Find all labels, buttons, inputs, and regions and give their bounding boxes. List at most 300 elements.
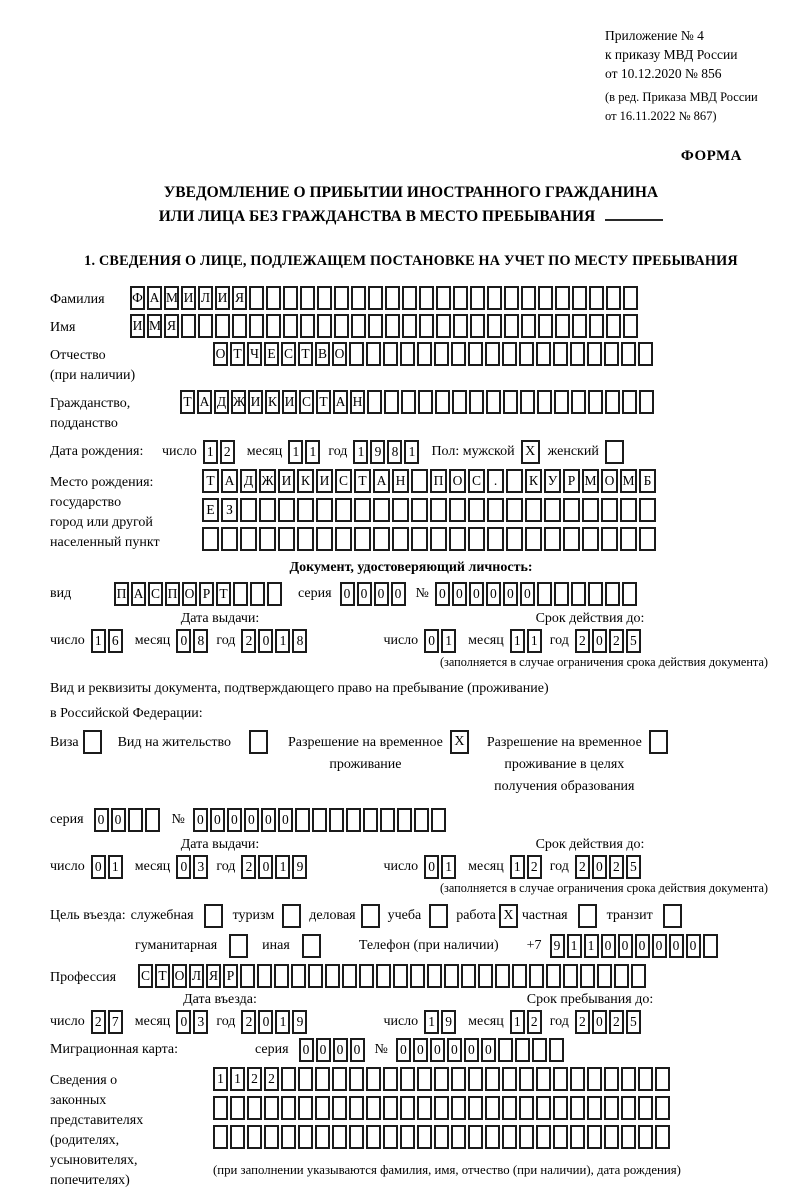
char-cell[interactable] bbox=[485, 1125, 500, 1149]
char-cell[interactable] bbox=[605, 582, 620, 606]
char-cell[interactable]: 1 bbox=[567, 934, 582, 958]
residence-permit-checkbox[interactable] bbox=[249, 730, 268, 754]
char-cell[interactable]: О bbox=[182, 582, 197, 606]
char-cell[interactable] bbox=[639, 498, 656, 522]
char-cell[interactable]: Д bbox=[240, 469, 257, 493]
char-cell[interactable] bbox=[570, 1067, 585, 1091]
char-cell[interactable] bbox=[638, 1067, 653, 1091]
char-cell[interactable] bbox=[604, 342, 619, 366]
char-cell[interactable] bbox=[571, 390, 586, 414]
char-cell[interactable]: И bbox=[130, 314, 145, 338]
char-cell[interactable]: Р bbox=[199, 582, 214, 606]
char-cell[interactable]: 0 bbox=[193, 808, 208, 832]
char-cell[interactable] bbox=[451, 1067, 466, 1091]
char-cell[interactable] bbox=[373, 527, 390, 551]
char-cell[interactable] bbox=[213, 1096, 228, 1120]
char-cell[interactable] bbox=[553, 1125, 568, 1149]
char-cell[interactable]: М bbox=[620, 469, 637, 493]
char-cell[interactable] bbox=[453, 314, 468, 338]
char-cell[interactable] bbox=[298, 1096, 313, 1120]
char-cell[interactable] bbox=[519, 342, 534, 366]
char-cell[interactable] bbox=[240, 498, 257, 522]
char-cell[interactable]: К bbox=[265, 390, 280, 414]
char-cell[interactable]: 0 bbox=[424, 629, 439, 653]
char-cell[interactable] bbox=[436, 286, 451, 310]
char-cell[interactable] bbox=[359, 964, 374, 988]
char-cell[interactable]: Т bbox=[298, 342, 313, 366]
char-cell[interactable]: 2 bbox=[609, 855, 624, 879]
char-cell[interactable] bbox=[563, 527, 580, 551]
char-cell[interactable] bbox=[383, 342, 398, 366]
char-cell[interactable]: Д bbox=[214, 390, 229, 414]
char-cell[interactable]: 2 bbox=[575, 855, 590, 879]
char-cell[interactable]: 0 bbox=[261, 808, 276, 832]
char-cell[interactable] bbox=[519, 1067, 534, 1091]
purpose-work-checkbox[interactable]: X bbox=[499, 904, 518, 928]
char-cell[interactable]: М bbox=[582, 469, 599, 493]
char-cell[interactable] bbox=[392, 498, 409, 522]
char-cell[interactable] bbox=[334, 286, 349, 310]
char-cell[interactable]: П bbox=[165, 582, 180, 606]
char-cell[interactable]: 1 bbox=[91, 629, 106, 653]
char-cell[interactable] bbox=[349, 1067, 364, 1091]
char-cell[interactable] bbox=[468, 342, 483, 366]
char-cell[interactable]: 0 bbox=[210, 808, 225, 832]
char-cell[interactable] bbox=[221, 527, 238, 551]
char-cell[interactable] bbox=[411, 527, 428, 551]
char-cell[interactable]: Р bbox=[223, 964, 238, 988]
char-cell[interactable]: 2 bbox=[241, 629, 256, 653]
char-cell[interactable] bbox=[383, 1067, 398, 1091]
char-cell[interactable]: 0 bbox=[486, 582, 501, 606]
char-cell[interactable] bbox=[315, 1067, 330, 1091]
char-cell[interactable] bbox=[414, 808, 429, 832]
char-cell[interactable]: Ж bbox=[231, 390, 246, 414]
char-cell[interactable] bbox=[538, 314, 553, 338]
char-cell[interactable]: 1 bbox=[305, 440, 320, 464]
char-cell[interactable]: 0 bbox=[503, 582, 518, 606]
char-cell[interactable] bbox=[291, 964, 306, 988]
char-cell[interactable]: 0 bbox=[111, 808, 126, 832]
char-cell[interactable] bbox=[411, 469, 428, 493]
char-cell[interactable]: 1 bbox=[441, 629, 456, 653]
char-cell[interactable] bbox=[538, 286, 553, 310]
char-cell[interactable] bbox=[400, 342, 415, 366]
purpose-tourism-checkbox[interactable] bbox=[282, 904, 301, 928]
char-cell[interactable]: 2 bbox=[241, 855, 256, 879]
char-cell[interactable] bbox=[417, 1096, 432, 1120]
char-cell[interactable]: И bbox=[215, 286, 230, 310]
char-cell[interactable]: 0 bbox=[340, 582, 355, 606]
char-cell[interactable]: 8 bbox=[387, 440, 402, 464]
char-cell[interactable]: 2 bbox=[247, 1067, 262, 1091]
char-cell[interactable]: 1 bbox=[510, 855, 525, 879]
char-cell[interactable]: 2 bbox=[527, 1010, 542, 1034]
char-cell[interactable]: Я bbox=[232, 286, 247, 310]
char-cell[interactable]: 1 bbox=[510, 1010, 525, 1034]
char-cell[interactable]: Н bbox=[392, 469, 409, 493]
char-cell[interactable]: А bbox=[147, 286, 162, 310]
char-cell[interactable] bbox=[230, 1096, 245, 1120]
char-cell[interactable] bbox=[502, 1096, 517, 1120]
char-cell[interactable]: 1 bbox=[404, 440, 419, 464]
char-cell[interactable]: . bbox=[487, 469, 504, 493]
char-cell[interactable] bbox=[563, 964, 578, 988]
char-cell[interactable] bbox=[444, 964, 459, 988]
char-cell[interactable]: 1 bbox=[510, 629, 525, 653]
char-cell[interactable] bbox=[601, 498, 618, 522]
char-cell[interactable] bbox=[315, 1125, 330, 1149]
char-cell[interactable] bbox=[181, 314, 196, 338]
char-cell[interactable] bbox=[502, 342, 517, 366]
char-cell[interactable]: 8 bbox=[292, 629, 307, 653]
char-cell[interactable]: И bbox=[316, 469, 333, 493]
char-cell[interactable] bbox=[349, 1125, 364, 1149]
char-cell[interactable]: 9 bbox=[441, 1010, 456, 1034]
char-cell[interactable] bbox=[281, 1067, 296, 1091]
char-cell[interactable] bbox=[351, 286, 366, 310]
char-cell[interactable] bbox=[639, 390, 654, 414]
char-cell[interactable]: Ф bbox=[130, 286, 145, 310]
char-cell[interactable]: 0 bbox=[316, 1038, 331, 1062]
char-cell[interactable] bbox=[631, 964, 646, 988]
char-cell[interactable] bbox=[638, 342, 653, 366]
char-cell[interactable]: 0 bbox=[669, 934, 684, 958]
char-cell[interactable] bbox=[213, 1125, 228, 1149]
char-cell[interactable]: 9 bbox=[292, 855, 307, 879]
char-cell[interactable] bbox=[485, 342, 500, 366]
char-cell[interactable]: 1 bbox=[213, 1067, 228, 1091]
char-cell[interactable]: 0 bbox=[357, 582, 372, 606]
char-cell[interactable] bbox=[332, 1096, 347, 1120]
char-cell[interactable] bbox=[316, 527, 333, 551]
char-cell[interactable] bbox=[335, 527, 352, 551]
char-cell[interactable] bbox=[622, 582, 637, 606]
char-cell[interactable] bbox=[589, 314, 604, 338]
char-cell[interactable] bbox=[604, 1125, 619, 1149]
char-cell[interactable] bbox=[317, 286, 332, 310]
char-cell[interactable] bbox=[298, 1067, 313, 1091]
char-cell[interactable] bbox=[295, 808, 310, 832]
char-cell[interactable]: 0 bbox=[176, 1010, 191, 1034]
char-cell[interactable] bbox=[418, 390, 433, 414]
char-cell[interactable] bbox=[461, 964, 476, 988]
char-cell[interactable]: 2 bbox=[220, 440, 235, 464]
char-cell[interactable] bbox=[655, 1067, 670, 1091]
char-cell[interactable] bbox=[312, 808, 327, 832]
char-cell[interactable] bbox=[402, 286, 417, 310]
char-cell[interactable]: 0 bbox=[430, 1038, 445, 1062]
char-cell[interactable] bbox=[519, 1096, 534, 1120]
char-cell[interactable] bbox=[419, 286, 434, 310]
char-cell[interactable] bbox=[623, 286, 638, 310]
purpose-transit-checkbox[interactable] bbox=[663, 904, 682, 928]
char-cell[interactable]: 0 bbox=[635, 934, 650, 958]
char-cell[interactable] bbox=[278, 527, 295, 551]
purpose-other-checkbox[interactable] bbox=[302, 934, 321, 958]
char-cell[interactable] bbox=[349, 1096, 364, 1120]
char-cell[interactable] bbox=[417, 1067, 432, 1091]
char-cell[interactable] bbox=[232, 314, 247, 338]
char-cell[interactable]: Я bbox=[206, 964, 221, 988]
char-cell[interactable]: 2 bbox=[264, 1067, 279, 1091]
char-cell[interactable] bbox=[638, 1096, 653, 1120]
char-cell[interactable] bbox=[385, 314, 400, 338]
char-cell[interactable]: А bbox=[197, 390, 212, 414]
char-cell[interactable]: 2 bbox=[575, 629, 590, 653]
char-cell[interactable] bbox=[434, 1096, 449, 1120]
char-cell[interactable]: У bbox=[544, 469, 561, 493]
char-cell[interactable] bbox=[495, 964, 510, 988]
char-cell[interactable] bbox=[604, 1096, 619, 1120]
char-cell[interactable]: 0 bbox=[94, 808, 109, 832]
char-cell[interactable] bbox=[401, 390, 416, 414]
char-cell[interactable] bbox=[264, 1125, 279, 1149]
char-cell[interactable] bbox=[449, 498, 466, 522]
char-cell[interactable] bbox=[639, 527, 656, 551]
char-cell[interactable] bbox=[553, 1096, 568, 1120]
char-cell[interactable]: 5 bbox=[626, 1010, 641, 1034]
char-cell[interactable]: С bbox=[299, 390, 314, 414]
char-cell[interactable] bbox=[354, 527, 371, 551]
char-cell[interactable] bbox=[230, 1125, 245, 1149]
char-cell[interactable] bbox=[452, 390, 467, 414]
char-cell[interactable]: 0 bbox=[592, 855, 607, 879]
char-cell[interactable] bbox=[346, 808, 361, 832]
char-cell[interactable] bbox=[468, 1125, 483, 1149]
visa-checkbox[interactable] bbox=[83, 730, 102, 754]
char-cell[interactable] bbox=[554, 390, 569, 414]
purpose-private-checkbox[interactable] bbox=[578, 904, 597, 928]
char-cell[interactable]: Ч bbox=[247, 342, 262, 366]
char-cell[interactable] bbox=[283, 286, 298, 310]
char-cell[interactable] bbox=[512, 964, 527, 988]
char-cell[interactable] bbox=[536, 1096, 551, 1120]
char-cell[interactable]: 2 bbox=[241, 1010, 256, 1034]
char-cell[interactable] bbox=[329, 808, 344, 832]
char-cell[interactable] bbox=[366, 1096, 381, 1120]
char-cell[interactable] bbox=[363, 808, 378, 832]
char-cell[interactable] bbox=[367, 390, 382, 414]
char-cell[interactable] bbox=[334, 314, 349, 338]
char-cell[interactable]: Р bbox=[563, 469, 580, 493]
char-cell[interactable] bbox=[555, 286, 570, 310]
char-cell[interactable]: С bbox=[148, 582, 163, 606]
char-cell[interactable] bbox=[335, 498, 352, 522]
char-cell[interactable] bbox=[580, 964, 595, 988]
char-cell[interactable]: С bbox=[335, 469, 352, 493]
char-cell[interactable] bbox=[587, 1067, 602, 1091]
char-cell[interactable] bbox=[536, 342, 551, 366]
char-cell[interactable] bbox=[430, 527, 447, 551]
char-cell[interactable] bbox=[417, 1125, 432, 1149]
char-cell[interactable] bbox=[487, 498, 504, 522]
char-cell[interactable] bbox=[470, 314, 485, 338]
purpose-study-checkbox[interactable] bbox=[429, 904, 448, 928]
char-cell[interactable]: 1 bbox=[584, 934, 599, 958]
char-cell[interactable]: 0 bbox=[424, 855, 439, 879]
char-cell[interactable] bbox=[417, 342, 432, 366]
char-cell[interactable] bbox=[202, 527, 219, 551]
char-cell[interactable] bbox=[451, 1096, 466, 1120]
char-cell[interactable] bbox=[478, 964, 493, 988]
char-cell[interactable] bbox=[503, 390, 518, 414]
char-cell[interactable] bbox=[468, 527, 485, 551]
char-cell[interactable] bbox=[621, 1096, 636, 1120]
char-cell[interactable] bbox=[621, 342, 636, 366]
char-cell[interactable]: П bbox=[430, 469, 447, 493]
char-cell[interactable] bbox=[342, 964, 357, 988]
char-cell[interactable]: 3 bbox=[193, 1010, 208, 1034]
char-cell[interactable]: З bbox=[221, 498, 238, 522]
char-cell[interactable] bbox=[376, 964, 391, 988]
char-cell[interactable] bbox=[521, 286, 536, 310]
char-cell[interactable] bbox=[283, 314, 298, 338]
char-cell[interactable]: 1 bbox=[353, 440, 368, 464]
char-cell[interactable] bbox=[506, 527, 523, 551]
char-cell[interactable]: 1 bbox=[527, 629, 542, 653]
char-cell[interactable]: 0 bbox=[464, 1038, 479, 1062]
char-cell[interactable] bbox=[434, 342, 449, 366]
char-cell[interactable] bbox=[351, 314, 366, 338]
char-cell[interactable] bbox=[587, 342, 602, 366]
char-cell[interactable] bbox=[383, 1096, 398, 1120]
char-cell[interactable] bbox=[502, 1067, 517, 1091]
char-cell[interactable]: 2 bbox=[527, 855, 542, 879]
char-cell[interactable]: Т bbox=[155, 964, 170, 988]
char-cell[interactable] bbox=[572, 314, 587, 338]
char-cell[interactable] bbox=[487, 527, 504, 551]
char-cell[interactable] bbox=[582, 498, 599, 522]
char-cell[interactable]: О bbox=[172, 964, 187, 988]
char-cell[interactable] bbox=[259, 498, 276, 522]
char-cell[interactable] bbox=[298, 1125, 313, 1149]
sex-male-checkbox[interactable]: X bbox=[521, 440, 540, 464]
char-cell[interactable]: Т bbox=[354, 469, 371, 493]
char-cell[interactable] bbox=[267, 582, 282, 606]
char-cell[interactable] bbox=[638, 1125, 653, 1149]
char-cell[interactable] bbox=[587, 1125, 602, 1149]
char-cell[interactable] bbox=[601, 527, 618, 551]
char-cell[interactable] bbox=[486, 390, 501, 414]
char-cell[interactable] bbox=[553, 1067, 568, 1091]
char-cell[interactable] bbox=[504, 286, 519, 310]
char-cell[interactable] bbox=[605, 390, 620, 414]
char-cell[interactable] bbox=[366, 342, 381, 366]
char-cell[interactable] bbox=[435, 390, 450, 414]
char-cell[interactable] bbox=[572, 286, 587, 310]
char-cell[interactable]: 6 bbox=[108, 629, 123, 653]
char-cell[interactable]: Т bbox=[180, 390, 195, 414]
char-cell[interactable]: А bbox=[221, 469, 238, 493]
char-cell[interactable] bbox=[606, 314, 621, 338]
char-cell[interactable]: 8 bbox=[193, 629, 208, 653]
char-cell[interactable] bbox=[485, 1067, 500, 1091]
char-cell[interactable]: О bbox=[332, 342, 347, 366]
char-cell[interactable]: 0 bbox=[396, 1038, 411, 1062]
char-cell[interactable] bbox=[247, 1125, 262, 1149]
char-cell[interactable] bbox=[383, 1125, 398, 1149]
char-cell[interactable] bbox=[487, 314, 502, 338]
char-cell[interactable] bbox=[400, 1096, 415, 1120]
temp-residence-edu-checkbox[interactable] bbox=[649, 730, 668, 754]
char-cell[interactable]: 0 bbox=[520, 582, 535, 606]
char-cell[interactable] bbox=[316, 498, 333, 522]
char-cell[interactable]: 9 bbox=[370, 440, 385, 464]
char-cell[interactable] bbox=[434, 1125, 449, 1149]
char-cell[interactable] bbox=[622, 390, 637, 414]
char-cell[interactable] bbox=[434, 1067, 449, 1091]
char-cell[interactable] bbox=[436, 314, 451, 338]
char-cell[interactable]: 0 bbox=[435, 582, 450, 606]
char-cell[interactable]: 0 bbox=[592, 629, 607, 653]
char-cell[interactable]: Т bbox=[202, 469, 219, 493]
char-cell[interactable]: 0 bbox=[447, 1038, 462, 1062]
char-cell[interactable]: 0 bbox=[618, 934, 633, 958]
char-cell[interactable] bbox=[250, 582, 265, 606]
char-cell[interactable] bbox=[449, 527, 466, 551]
char-cell[interactable] bbox=[582, 527, 599, 551]
char-cell[interactable] bbox=[368, 286, 383, 310]
char-cell[interactable]: 3 bbox=[193, 855, 208, 879]
char-cell[interactable] bbox=[544, 527, 561, 551]
char-cell[interactable] bbox=[519, 1125, 534, 1149]
char-cell[interactable] bbox=[597, 964, 612, 988]
char-cell[interactable]: 2 bbox=[609, 1010, 624, 1034]
char-cell[interactable] bbox=[430, 498, 447, 522]
char-cell[interactable] bbox=[655, 1096, 670, 1120]
char-cell[interactable]: 1 bbox=[441, 855, 456, 879]
char-cell[interactable] bbox=[300, 286, 315, 310]
char-cell[interactable] bbox=[620, 498, 637, 522]
char-cell[interactable] bbox=[468, 1096, 483, 1120]
char-cell[interactable] bbox=[281, 1125, 296, 1149]
char-cell[interactable]: 9 bbox=[550, 934, 565, 958]
char-cell[interactable] bbox=[506, 469, 523, 493]
char-cell[interactable] bbox=[502, 1125, 517, 1149]
char-cell[interactable]: 0 bbox=[333, 1038, 348, 1062]
char-cell[interactable] bbox=[393, 964, 408, 988]
char-cell[interactable] bbox=[249, 314, 264, 338]
char-cell[interactable] bbox=[588, 582, 603, 606]
char-cell[interactable]: Я bbox=[164, 314, 179, 338]
char-cell[interactable]: 0 bbox=[686, 934, 701, 958]
char-cell[interactable]: 2 bbox=[609, 629, 624, 653]
char-cell[interactable] bbox=[128, 808, 143, 832]
char-cell[interactable] bbox=[300, 314, 315, 338]
char-cell[interactable] bbox=[506, 498, 523, 522]
char-cell[interactable]: 0 bbox=[176, 855, 191, 879]
char-cell[interactable]: И bbox=[278, 469, 295, 493]
char-cell[interactable] bbox=[555, 314, 570, 338]
char-cell[interactable] bbox=[563, 498, 580, 522]
char-cell[interactable] bbox=[451, 1125, 466, 1149]
char-cell[interactable] bbox=[400, 1067, 415, 1091]
purpose-official-checkbox[interactable] bbox=[204, 904, 223, 928]
char-cell[interactable] bbox=[571, 582, 586, 606]
char-cell[interactable] bbox=[623, 314, 638, 338]
char-cell[interactable] bbox=[410, 964, 425, 988]
char-cell[interactable]: 0 bbox=[91, 855, 106, 879]
char-cell[interactable] bbox=[315, 1096, 330, 1120]
char-cell[interactable]: 0 bbox=[481, 1038, 496, 1062]
char-cell[interactable] bbox=[536, 1067, 551, 1091]
char-cell[interactable]: А bbox=[131, 582, 146, 606]
char-cell[interactable] bbox=[537, 390, 552, 414]
char-cell[interactable] bbox=[240, 527, 257, 551]
char-cell[interactable] bbox=[520, 390, 535, 414]
char-cell[interactable] bbox=[297, 527, 314, 551]
